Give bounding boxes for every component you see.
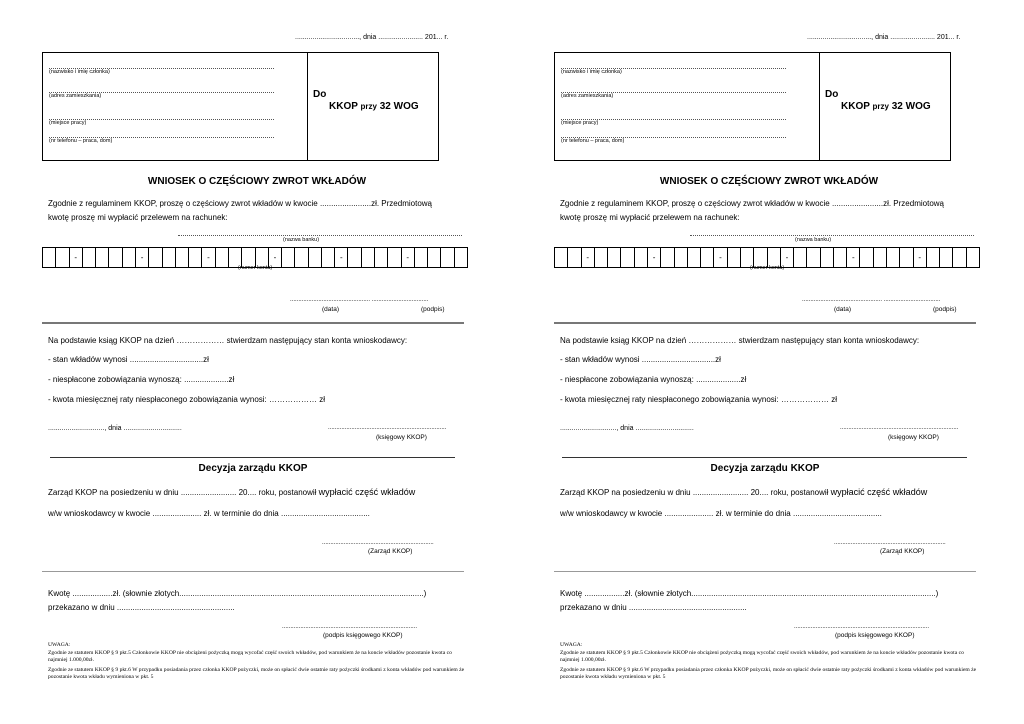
- account-cell[interactable]: [455, 248, 467, 267]
- address-label: (adres zamieszkania): [49, 93, 102, 99]
- work-label: (miejsce pracy): [561, 120, 599, 126]
- bank-label: (nazwa banku): [795, 237, 832, 243]
- separator-thin: [50, 457, 455, 458]
- account-cell[interactable]: [807, 248, 820, 267]
- przekazano-line: przekazano w dniu .....................................................: [560, 603, 747, 612]
- phone-label: (nr telefonu – praca, dom): [49, 138, 113, 144]
- recipient-kkop: KKOP przy 32 WOG: [841, 101, 931, 112]
- account-dash: -: [847, 248, 860, 267]
- name-label: (nazwisko i imię członka): [561, 69, 622, 75]
- decyzja-title: Decyzja zarządu KKOP: [198, 463, 308, 474]
- form-right: [554, 0, 984, 724]
- account-label: (numer konta): [750, 265, 785, 271]
- stan-line: - stan wkładów wynosi .................................zł: [560, 355, 721, 364]
- zarzad-label: (Zarząd KKOP): [880, 548, 925, 555]
- ksiegi-line: Na podstawie ksiąg KKOP na dzień ……………… stwierdzam następujący stan konta wnioskodawcy:: [560, 336, 920, 345]
- account-cell[interactable]: [834, 248, 847, 267]
- account-cell[interactable]: [887, 248, 900, 267]
- account-dash: -: [202, 248, 215, 267]
- account-cell[interactable]: [860, 248, 873, 267]
- account-cell[interactable]: [348, 248, 361, 267]
- recipient-kkop: KKOP przy 32 WOG: [329, 101, 419, 112]
- zarzad-dots: ...................................................................: [834, 540, 946, 546]
- account-dash: -: [402, 248, 415, 267]
- account-cell[interactable]: [927, 248, 940, 267]
- account-cell[interactable]: [953, 248, 966, 267]
- account-cell[interactable]: [83, 248, 96, 267]
- name-label: (nazwisko i imię członka): [49, 69, 110, 75]
- account-dash: -: [335, 248, 348, 267]
- account-dash: -: [582, 248, 595, 267]
- data-label: (data): [322, 306, 339, 313]
- note-2: Zgodnie ze statutem KKOP § 9 pkt.6 W przypadku posiadania przez członka KKOP pożyczki, może on spłacić dwie ostatnie raty pożyczki środkami z konta wkładów pod warunkiem że pozostanie kwota wkładu wymieniona w pkt. 5: [48, 667, 465, 680]
- account-dash: -: [781, 248, 794, 267]
- kwote-line: Kwotę ..................zł. (słownie złotych..............................................................................................................): [560, 589, 939, 598]
- ksiegowy-dots: .......................................................................: [328, 425, 447, 431]
- account-cell[interactable]: [96, 248, 109, 267]
- account-cell[interactable]: [123, 248, 136, 267]
- account-cell[interactable]: [309, 248, 322, 267]
- account-cell[interactable]: [608, 248, 621, 267]
- account-cell[interactable]: [109, 248, 122, 267]
- uwaga-label: UWAGA:: [560, 642, 583, 648]
- note-1: Zgodnie ze statutem KKOP § 9 pkt.5 Członkowie KKOP nie obciążeni pożyczką mogą wycofać część swoich wkładów, pod warunkiem że na koncie wkładów pozostanie kwota co najmniej 1.000,00zł.: [48, 650, 452, 663]
- account-dash: -: [70, 248, 83, 267]
- box-divider: [819, 53, 820, 160]
- account-cell[interactable]: [322, 248, 335, 267]
- account-cell[interactable]: [441, 248, 454, 267]
- account-cell[interactable]: [43, 248, 56, 267]
- address-label: (adres zamieszkania): [561, 93, 614, 99]
- dnia-line: ............................., dnia ..............................: [48, 425, 182, 432]
- account-cell[interactable]: [821, 248, 834, 267]
- podpis-ksieg-label: (podpis księgowego KKOP): [323, 632, 403, 639]
- box-divider: [307, 53, 308, 160]
- account-label: (numer konta): [238, 265, 273, 271]
- header-box: [554, 52, 951, 161]
- account-cell[interactable]: [149, 248, 162, 267]
- note-1: Zgodnie ze statutem KKOP § 9 pkt.5 Członkowie KKOP nie obciążeni pożyczką mogą wycofać część swoich wkładów, pod warunkiem że na koncie wkładów pozostanie kwota co najmniej 1.000,00zł.: [560, 650, 964, 663]
- account-cell[interactable]: [675, 248, 688, 267]
- podpis-ksieg-dots: .................................................................................: [794, 624, 930, 630]
- separator-thick: [42, 322, 464, 324]
- kwota-line: - kwota miesięcznej raty niespłaconego zobowiązania wynosi: ……………… zł: [560, 395, 837, 404]
- kwote-line: Kwotę ..................zł. (słownie złotych..............................................................................................................): [48, 589, 427, 598]
- form-title: WNIOSEK O CZĘŚCIOWY ZWROT WKŁADÓW: [659, 176, 879, 187]
- przekazano-line: przekazano w dniu .....................................................: [48, 603, 235, 612]
- niesplacone-line: - niespłacone zobowiązania wynoszą: ....................zł: [560, 375, 747, 384]
- signature-dots: ................................................ ..................................: [290, 297, 429, 303]
- ksiegi-line: Na podstawie ksiąg KKOP na dzień ……………… stwierdzam następujący stan konta wnioskodawcy:: [48, 336, 408, 345]
- stan-line: - stan wkładów wynosi .................................zł: [48, 355, 209, 364]
- dnia-line: ............................., dnia ..............................: [560, 425, 694, 432]
- account-cell[interactable]: [216, 248, 229, 267]
- account-cell[interactable]: [701, 248, 714, 267]
- account-cell[interactable]: [595, 248, 608, 267]
- recipient-do: Do: [313, 89, 327, 100]
- zarzad-line: Zarząd KKOP na posiedzeniu w dniu ......................... 20.... roku, postanowił wypłacić część wkładów: [48, 487, 416, 497]
- zarzad-line: Zarząd KKOP na posiedzeniu w dniu ......................... 20.... roku, postanowił wypłacić część wkładów: [560, 487, 928, 497]
- account-dash: -: [714, 248, 727, 267]
- account-cell[interactable]: [56, 248, 69, 267]
- account-cell[interactable]: [362, 248, 375, 267]
- bank-dots: [690, 235, 974, 236]
- work-label: (miejsce pracy): [49, 120, 87, 126]
- account-cell[interactable]: [428, 248, 441, 267]
- account-cell[interactable]: [568, 248, 581, 267]
- form-left: [42, 0, 472, 724]
- ww-line: w/w wnioskodawcy w kwocie ...................... zł. w terminie do dnia ........................................: [560, 509, 882, 518]
- bank-dots: [178, 235, 462, 236]
- account-cell[interactable]: [940, 248, 953, 267]
- form-title: WNIOSEK O CZĘŚCIOWY ZWROT WKŁADÓW: [147, 176, 367, 187]
- account-cell[interactable]: [555, 248, 568, 267]
- account-cell[interactable]: [189, 248, 202, 267]
- account-cell[interactable]: [282, 248, 295, 267]
- account-cell[interactable]: [635, 248, 648, 267]
- phone-label: (nr telefonu – praca, dom): [561, 138, 625, 144]
- request-line-2: kwotę proszę mi wypłacić przelewem na rachunek:: [48, 213, 228, 222]
- account-cell[interactable]: [621, 248, 634, 267]
- data-label: (data): [834, 306, 851, 313]
- account-cell[interactable]: [176, 248, 189, 267]
- niesplacone-line: - niespłacone zobowiązania wynoszą: ....................zł: [48, 375, 235, 384]
- podpis-label: (podpis): [933, 306, 957, 313]
- podpis-ksieg-dots: .................................................................................: [282, 624, 418, 630]
- bank-label: (nazwa banku): [283, 237, 320, 243]
- ksiegowy-label: (księgowy KKOP): [888, 434, 939, 441]
- podpis-ksieg-label: (podpis księgowego KKOP): [835, 632, 915, 639]
- account-cell[interactable]: [415, 248, 428, 267]
- account-dash: -: [269, 248, 282, 267]
- account-dash: -: [648, 248, 661, 267]
- ww-line: w/w wnioskodawcy w kwocie ...................... zł. w terminie do dnia ........................................: [48, 509, 370, 518]
- ksiegowy-label: (księgowy KKOP): [376, 434, 427, 441]
- note-2: Zgodnie ze statutem KKOP § 9 pkt.6 W przypadku posiadania przez członka KKOP pożyczki, może on spłacić dwie ostatnie raty pożyczki środkami z konta wkładów pod warunkiem że pozostanie kwota wkładu wymieniona w pkt. 5: [560, 667, 977, 680]
- separator-thin: [42, 571, 464, 572]
- account-cell[interactable]: [794, 248, 807, 267]
- account-cell[interactable]: [295, 248, 308, 267]
- decyzja-title: Decyzja zarządu KKOP: [710, 463, 820, 474]
- date-line: ................................., dnia ....................... 201... r.: [295, 34, 449, 41]
- account-cell[interactable]: [874, 248, 887, 267]
- separator-thin: [562, 457, 967, 458]
- zarzad-dots: ...................................................................: [322, 540, 434, 546]
- ksiegowy-dots: .......................................................................: [840, 425, 959, 431]
- account-cell[interactable]: [388, 248, 401, 267]
- date-line: ................................., dnia ....................... 201... r.: [807, 34, 961, 41]
- account-cell[interactable]: [163, 248, 176, 267]
- separator-thin: [554, 571, 976, 572]
- separator-thick: [554, 322, 976, 324]
- account-cell[interactable]: [661, 248, 674, 267]
- recipient-do: Do: [825, 89, 839, 100]
- account-dash: -: [136, 248, 149, 267]
- header-box: [42, 52, 439, 161]
- zarzad-label: (Zarząd KKOP): [368, 548, 413, 555]
- podpis-label: (podpis): [421, 306, 445, 313]
- request-line-2: kwotę proszę mi wypłacić przelewem na rachunek:: [560, 213, 740, 222]
- account-cell[interactable]: [967, 248, 979, 267]
- account-cell[interactable]: [688, 248, 701, 267]
- account-cell[interactable]: [375, 248, 388, 267]
- request-line-1: Zgodnie z regulaminem KKOP, proszę o częściowy zwrot wkładów w kwocie .......................zł. Przedmiotową: [48, 199, 432, 208]
- account-dash: -: [914, 248, 927, 267]
- request-line-1: Zgodnie z regulaminem KKOP, proszę o częściowy zwrot wkładów w kwocie .......................zł. Przedmiotową: [560, 199, 944, 208]
- uwaga-label: UWAGA:: [48, 642, 71, 648]
- signature-dots: ................................................ ..................................: [802, 297, 941, 303]
- kwota-line: - kwota miesięcznej raty niespłaconego zobowiązania wynosi: ……………… zł: [48, 395, 325, 404]
- account-cell[interactable]: [900, 248, 913, 267]
- account-cell[interactable]: [728, 248, 741, 267]
